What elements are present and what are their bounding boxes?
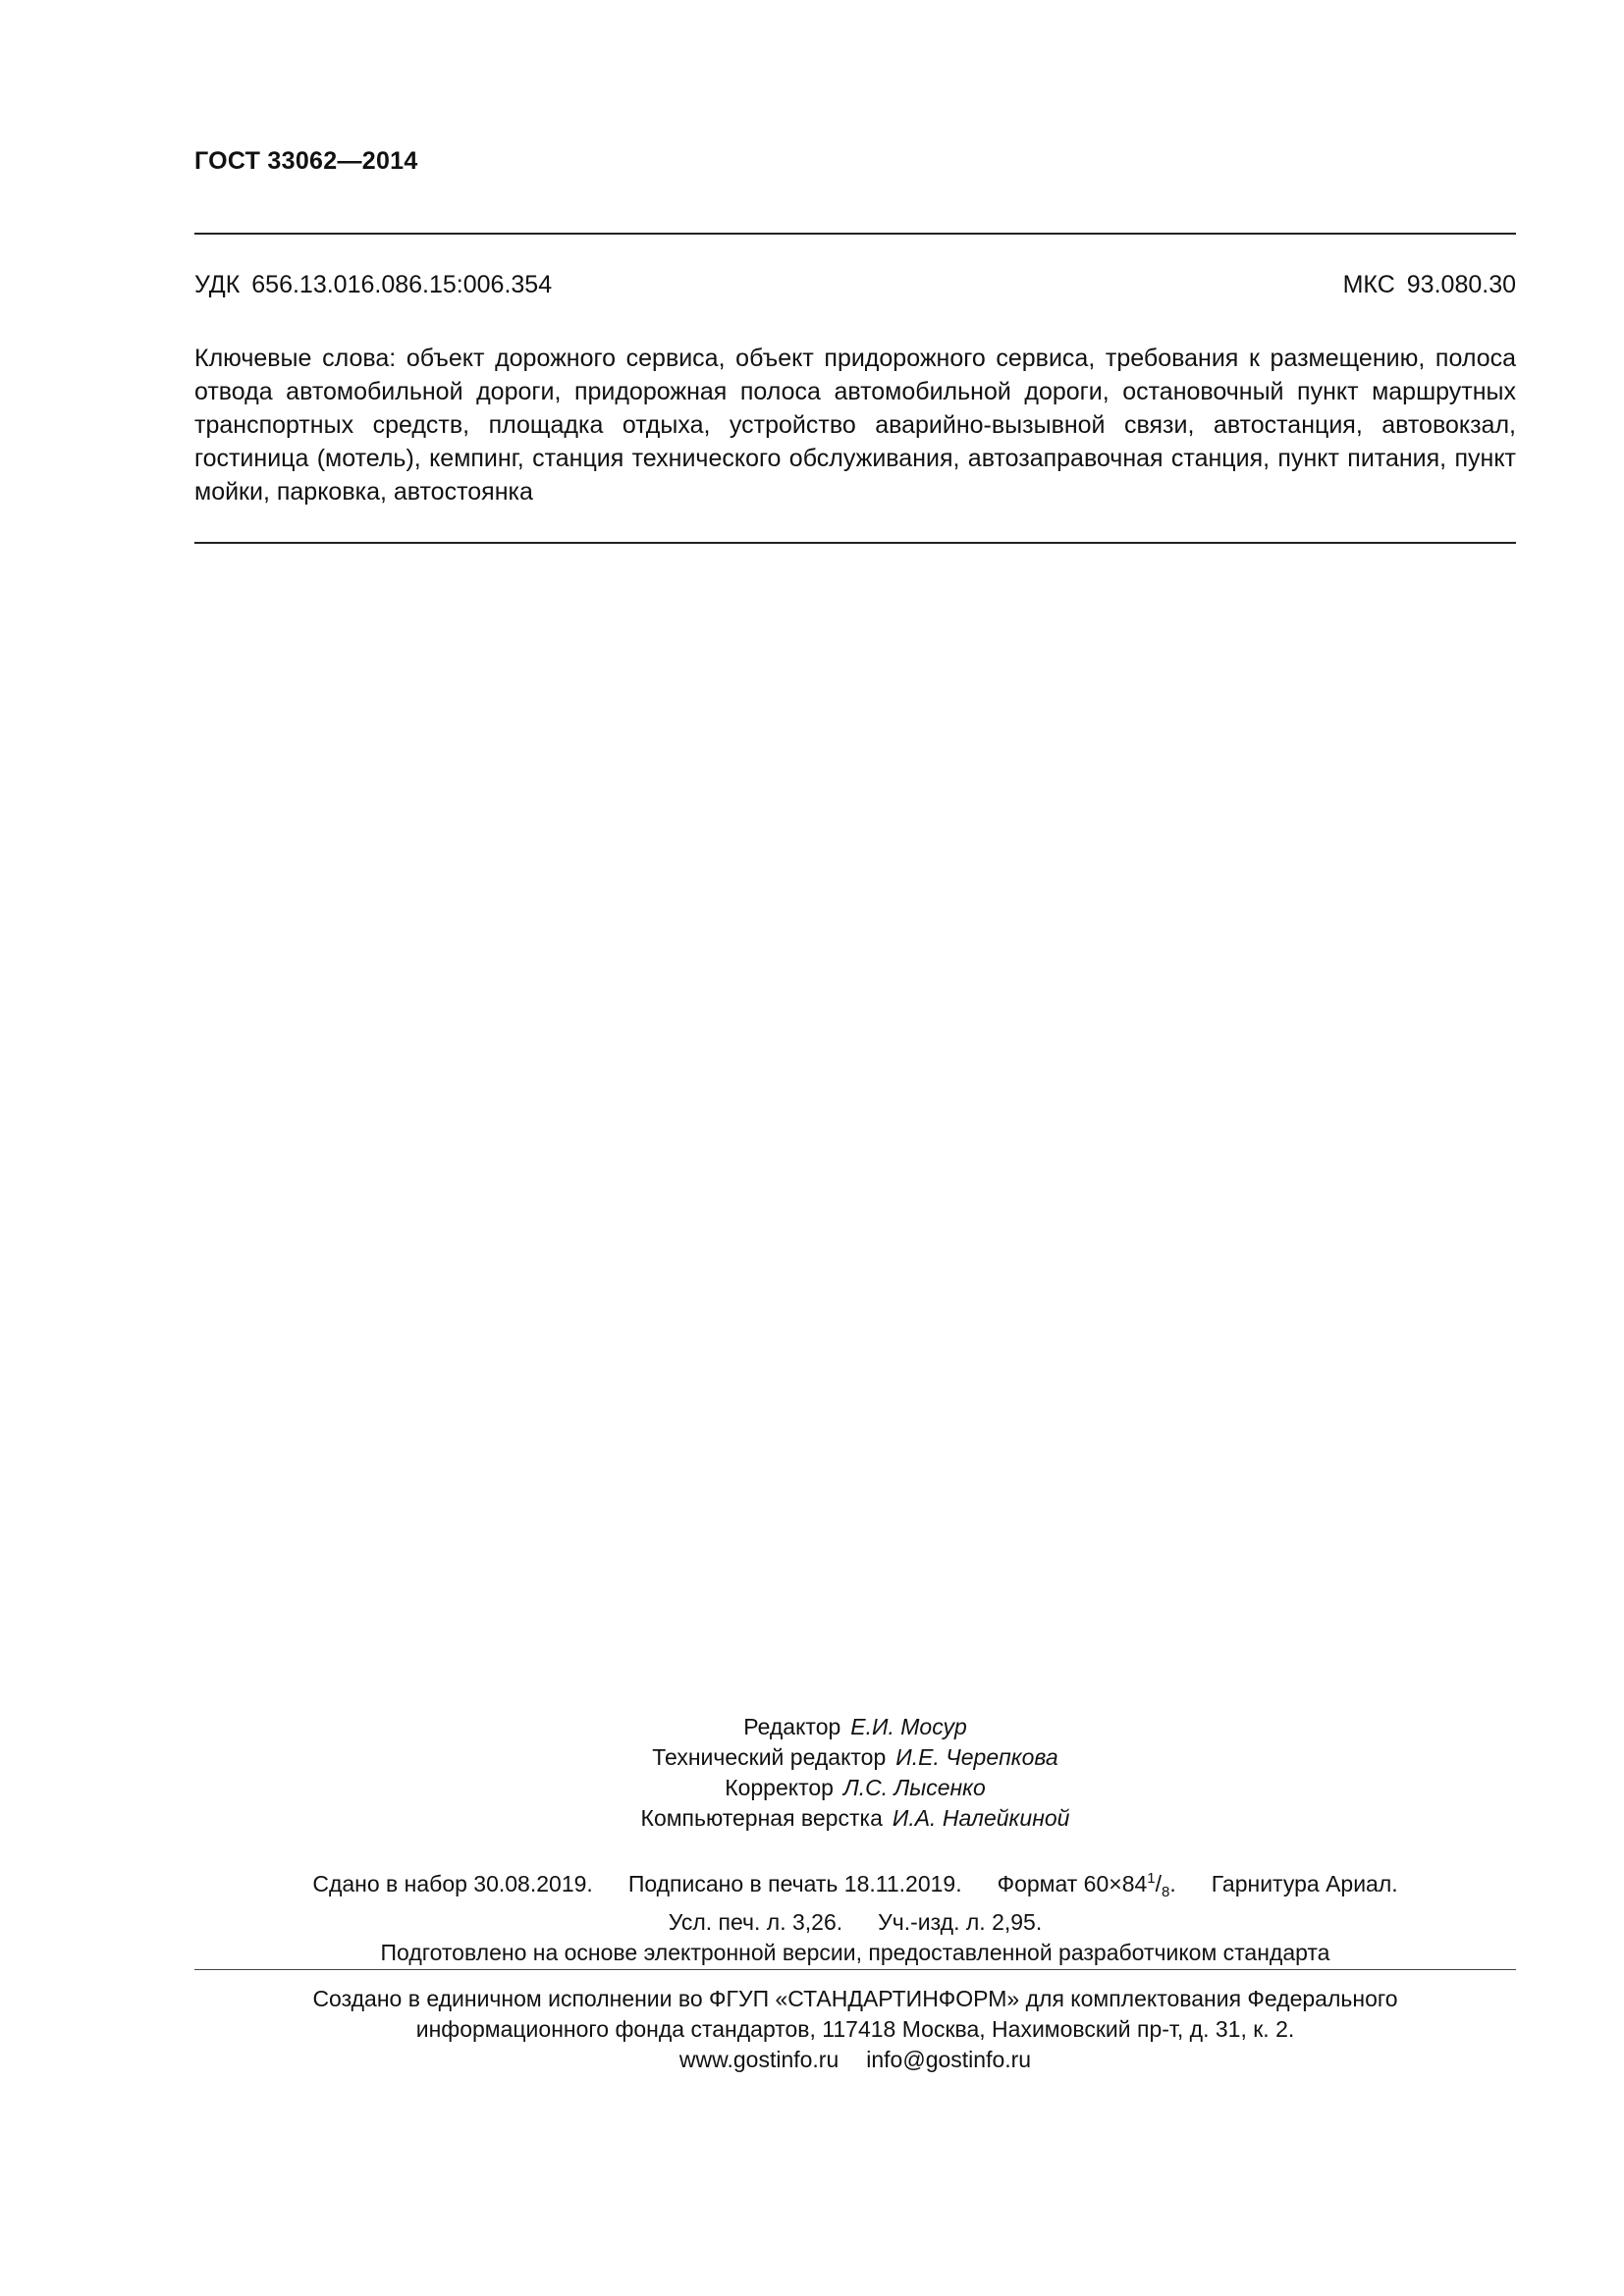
- credit-layout: [194, 1803, 1516, 1834]
- website-link[interactable]: www.gostinfo.ru: [678, 2047, 839, 2072]
- credit-editor: [194, 1712, 1516, 1742]
- standard-code: ГОСТ 33062—2014: [194, 147, 418, 175]
- credit-name: Е.И. Мосур: [850, 1714, 967, 1739]
- credit-technical-editor: [194, 1742, 1516, 1773]
- keywords-divider: [194, 542, 1516, 544]
- credit-proofreader: [194, 1773, 1516, 1803]
- email-link[interactable]: info@gostinfo.ru: [866, 2047, 1032, 2072]
- typeface: Гарнитура Ариал.: [1211, 1871, 1398, 1896]
- credit-role: Технический редактор: [652, 1744, 887, 1770]
- prepared-note: Подготовлено на основе электронной версии, предоставленной разработчиком стандарта: [380, 1940, 1330, 1965]
- submitted-date: Сдано в набор 30.08.2019.: [312, 1871, 593, 1896]
- udk-value: 656.13.016.086.15:006.354: [251, 271, 553, 298]
- top-divider: [194, 233, 1516, 235]
- credit-role: Корректор: [725, 1775, 834, 1800]
- publisher-footer: [194, 1984, 1516, 2075]
- paper-format: Формат $60\times 84^1/_8$.: [997, 1870, 1176, 1900]
- footer-line-1: Создано в единичном исполнении во ФГУП «СТАНДАРТИНФОРМ» для комплектования Федерального: [312, 1986, 1398, 2011]
- footer-divider: [194, 1969, 1516, 1970]
- mks-value: 93.080.30: [1406, 271, 1516, 298]
- udk-classification: [194, 271, 564, 299]
- print-info-line-2: [194, 1907, 1516, 1938]
- credit-role: Компьютерная верстка: [640, 1805, 883, 1831]
- credit-role: Редактор: [743, 1714, 841, 1739]
- footer-line-2: информационного фонда стандартов, 117418 Москва, Нахимовский пр-т, д. 31, к. 2.: [415, 2016, 1295, 2042]
- credits-block: [194, 1712, 1516, 1834]
- keywords-paragraph: Ключевые слова: объект дорожного сервиса, объект придорожного сервиса, требования к размещению, полоса отвода автомобильной дороги, придорожная полоса автомобильной дороги, остановочный пункт маршрутных транспортных средств, площадка отдыха, устройство аварийно-вызывной связи, автостанция, автовокзал, гостиница (мотель), кемпинг, станция технического обслуживания, автозаправочная станция, пункт питания, пункт мойки, парковка, автостоянка: [194, 345, 1516, 506]
- credit-name: И.А. Налейкиной: [892, 1805, 1070, 1831]
- udk-label: УДК: [194, 271, 241, 298]
- mks-classification: [1343, 271, 1516, 299]
- publisher-sheets: Уч.-изд. л. 2,95.: [878, 1909, 1043, 1935]
- print-info-line-1: [194, 1863, 1516, 1907]
- print-info-block: [194, 1863, 1516, 1968]
- signed-date: Подписано в печать 18.11.2019.: [627, 1871, 962, 1896]
- print-sheets: Усл. печ. л. 3,26.: [668, 1909, 843, 1935]
- footer-contacts: [194, 2045, 1516, 2075]
- credit-name: И.Е. Черепкова: [895, 1744, 1058, 1770]
- mks-label: МКС: [1342, 271, 1395, 298]
- credit-name: Л.С. Лысенко: [842, 1775, 986, 1800]
